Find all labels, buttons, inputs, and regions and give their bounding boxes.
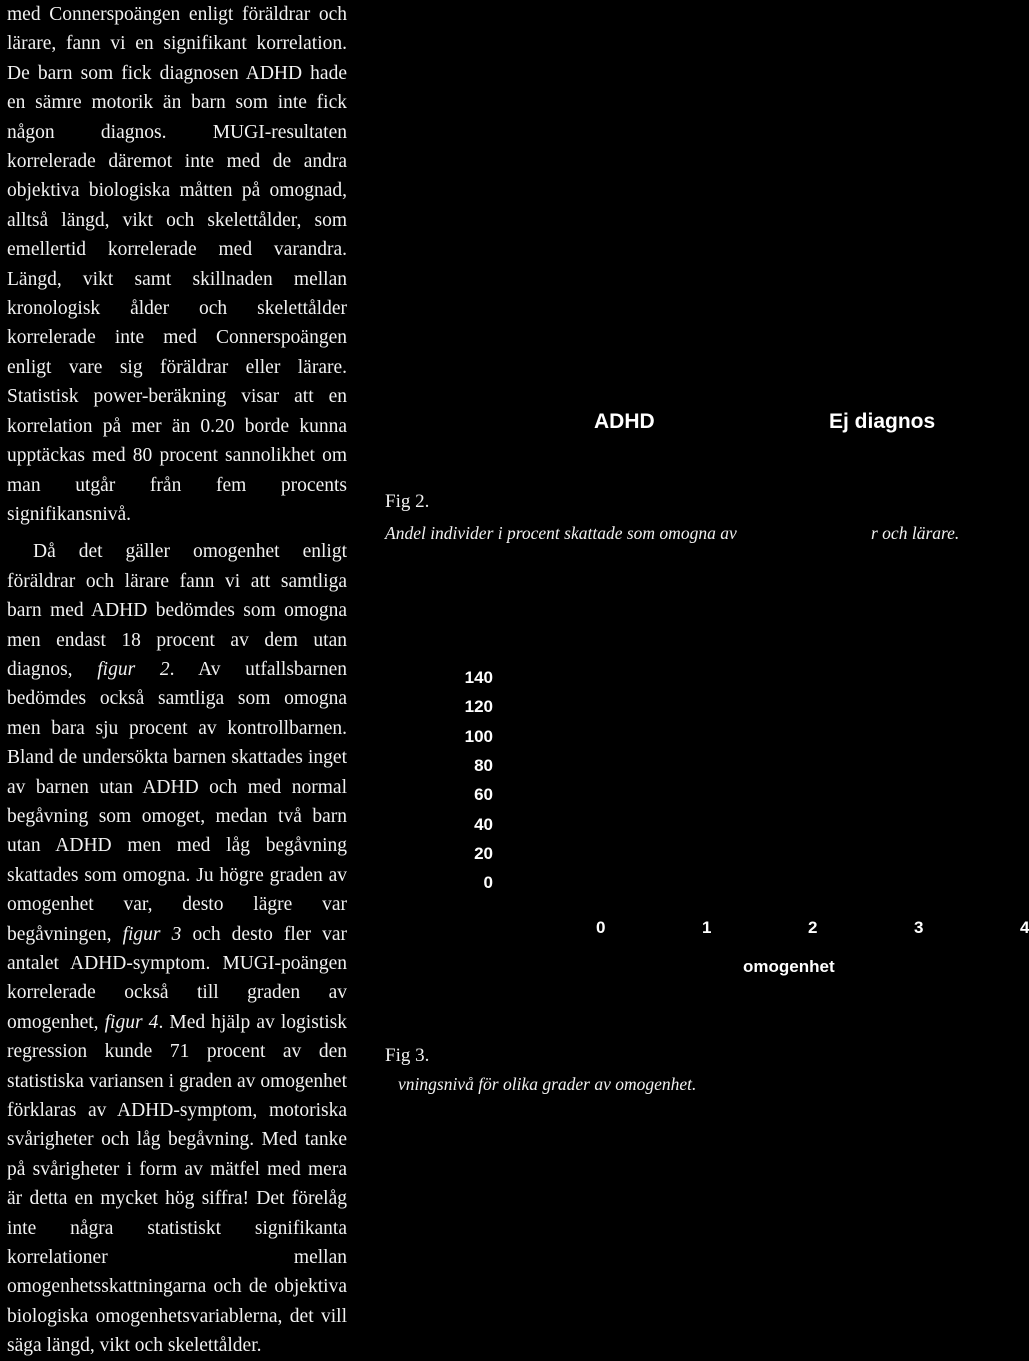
figure-2-caption-part-1: Andel individer i procent skattade som omogna av xyxy=(385,523,737,543)
x-tick-label: 3 xyxy=(914,918,924,937)
x-tick-label: 4 xyxy=(1020,918,1029,937)
paragraph-2 xyxy=(7,537,347,1360)
figure-3-label: Fig 3. xyxy=(385,1045,430,1066)
figure-4-reference: figur 4 xyxy=(104,1011,159,1033)
paragraph-2-text-a: Då det gäller omogenhet enligt föräldrar och lärare fann vi att samtliga barn med ADHD bedömdes som omogna men endast 18 procent av dem utan diagnos, xyxy=(7,541,347,680)
y-tick-label: 0 xyxy=(483,873,493,893)
paragraph-2-text-c: och desto fler var antalet ADHD-symptom. MUGI-poängen korrelerade också till graden av omogenhet, xyxy=(7,923,347,1033)
x-tick-label: 2 xyxy=(808,918,818,937)
x-tick-label: 1 xyxy=(702,918,712,937)
x-axis-label: omogenhet xyxy=(743,957,835,976)
paragraph-2-text-d: . Med hjälp av logistisk regression kunde 71 procent av den statistiska variansen i graden av omogenhet förklaras av ADHD-symptom, motoriska svårigheter och låg begåvning. Med tanke på svårigheter i form av mätfel med mera är detta en mycket hög siffra! Det förelåg inte några statistiskt signifikanta korrelationer mellan omogenhetsskattningarna och de objektiva biologiska omogenhetsvariablerna, det vill säga längd, vikt och skelettålder. xyxy=(7,1011,347,1357)
legend-ej-diagnos: Ej diagnos xyxy=(829,410,936,433)
paragraph-2-text-b: . Av utfallsbarnen bedömdes också samtliga som omogna men bara sju procent av kontrollbarnen. Bland de undersökta barnen skattades inget av barnen utan ADHD och med normal begåvning som omoget, medan två barn utan ADHD men med låg begåvning skattades som omogna. Ju högre graden av omogenhet var, desto lägre var begåvningen, xyxy=(7,658,347,945)
figure-3-reference: figur 3 xyxy=(122,923,182,945)
y-tick-label: 60 xyxy=(474,785,493,805)
paragraph-1 xyxy=(7,0,347,529)
y-tick-label: 140 xyxy=(464,668,493,687)
figure-2-reference: figur 2 xyxy=(97,658,170,680)
paragraph-1-text: med Connerspoängen enligt föräldrar och lärare, fann vi en signifikant korrelation. De barn som fick diagnosen ADHD hade en sämre motorik än barn som inte fick någon diagnos. MUGI-resultaten korrelerade däremot inte med de andra objektiva biologiska måtten på omognad, alltså längd, vikt och skelettålder, som emellertid korrelerade med varandra. Längd, vikt samt skillnaden mellan kronologisk ålder och skelettålder korrelerade inte med Connerspoängen enligt vare sig föräldrar eller lärare. Statistisk power-beräkning visar att en korrelation på mer än 0.20 borde kunna upptäckas med 80 procent sannolikhet om man utgår från fem procents signifikansnivå. xyxy=(7,4,347,525)
figure-2-caption-part-2: r och lärare. xyxy=(871,523,960,543)
figure-2-label: Fig 2. xyxy=(385,491,430,512)
x-tick-label: 0 xyxy=(596,918,606,937)
figure-3-caption: vningsnivå för olika grader av omogenhet. xyxy=(398,1074,697,1094)
y-tick-label: 100 xyxy=(464,726,493,746)
legend-adhd: ADHD xyxy=(594,410,655,433)
y-tick-label: 20 xyxy=(474,843,493,863)
body-text-column xyxy=(7,0,347,1361)
y-tick-label: 80 xyxy=(474,755,493,775)
y-tick-label: 120 xyxy=(464,697,493,717)
y-tick-label: 40 xyxy=(474,814,493,834)
